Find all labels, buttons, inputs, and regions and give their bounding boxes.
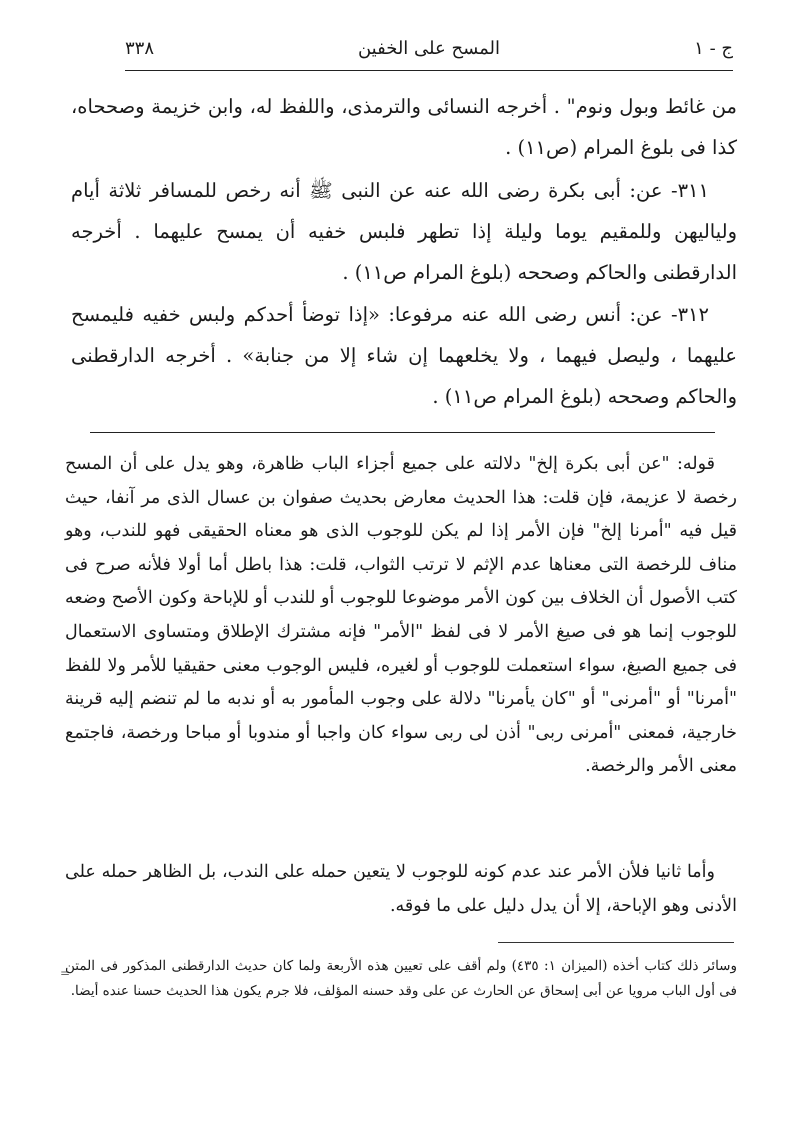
commentary-paragraph-2: وأما ثانيا فلأن الأمر عند عدم كونه للوجوب لا يتعين حمله على الندب، بل الظاهر حمله على الأدنى وهو الإباحة، إلا أن يدل دليل على ما فوقه. bbox=[65, 862, 737, 916]
commentary-paragraph-1: قوله: "عن أبى بكرة إلخ" دلالته على جميع أجزاء الباب ظاهرة، وهو يدل على أن المسح رخصة لا عزيمة، فإن قلت: هذا الحديث معارض بحديث صفوان بن عسال الذى مر آنفا، حيث قيل فيه "أمرنا إلخ" فإن الأمر إذا لم يكن للوجوب الذى هو معناه الحقيقى فهو للندب، وهو مناف للرخصة التى معناها عدم الإثم لا ترتب الثواب، قلت: هذا باطل أما أولا فلأنه صرح فى كتب الأصول أن الخلاف بين كون الأمر موضوعا للوجوب أو للندب أو للإباحة وكون الأصح وضعه للوجوب إنما هو فى صيغ الأمر لا فى لفظ "الأمر" فإنه مشترك الإطلاق ومتساوى الاستعمال فى جميع الصيغ، سواء استعملت للوجوب أو لغيره، فليس الوجوب معنى حقيقيا للأمر ولا للفظ "أمرنا" أو "أمرنى" أو "كان يأمرنا" دلالة على وجوب المأمور به أو ندبه ما لم تنضم إليه قرينة خارجية، فمعنى "أمرنى ربى" أذن لى ربى سواء كان واجبا أو مندوبا أو مباحا ورخصة، فاجتمع معنى الأمر والرخصة. bbox=[65, 454, 737, 777]
margin-mark: = bbox=[60, 966, 71, 980]
volume-label: ج - ١ bbox=[694, 38, 733, 59]
footnote-text: وسائر ذلك كتاب أخذه (الميزان ١: ٤٣٥) ولم أقف على تعيين هذه الأربعة ولما كان حديث الدارقطنى المذكور فى المتن فى أول الباب مرويا عن أبى إسحاق عن الحارث عن على وقد حسنه المؤلف، فلا جرم يكون هذا الحديث حسنا عنده أيضا. bbox=[65, 958, 738, 999]
hadith-312: ٣١٢- عن: أنس رضى الله عنه مرفوعا: «إذا توضأ أحدكم ولبس خفيه فليمسح عليهما ، وليصل فيهما ، ولا يخلعهما إن شاء إلا من جنابة» . أخرجه الدارقطنى والحاكم وصححه (بلوغ المرام ص١١) . bbox=[71, 303, 737, 408]
section-divider bbox=[90, 432, 715, 433]
footnote-divider bbox=[498, 942, 734, 943]
page-number: ٣٣٨ bbox=[125, 38, 155, 59]
chapter-title: المسح على الخفين bbox=[357, 38, 501, 59]
hadith-continuation: من غائط وبول ونوم" . أخرجه النسائى والترمذى، واللفظ له، وابن خزيمة وصححاه، كذا فى بلوغ المرام (ص١١) . bbox=[71, 95, 737, 159]
page-header bbox=[125, 32, 733, 71]
hadith-311: ٣١١- عن: أبى بكرة رضى الله عنه عن النبى ﷺ أنه رخص للمسافر ثلاثة أيام ولياليهن وللمقيم يوما وليلة إذا تطهر فلبس خفيه أن يمسح عليهما . أخرجه الدارقطنى والحاكم وصححه (بلوغ المرام ص١١) . bbox=[71, 179, 737, 284]
